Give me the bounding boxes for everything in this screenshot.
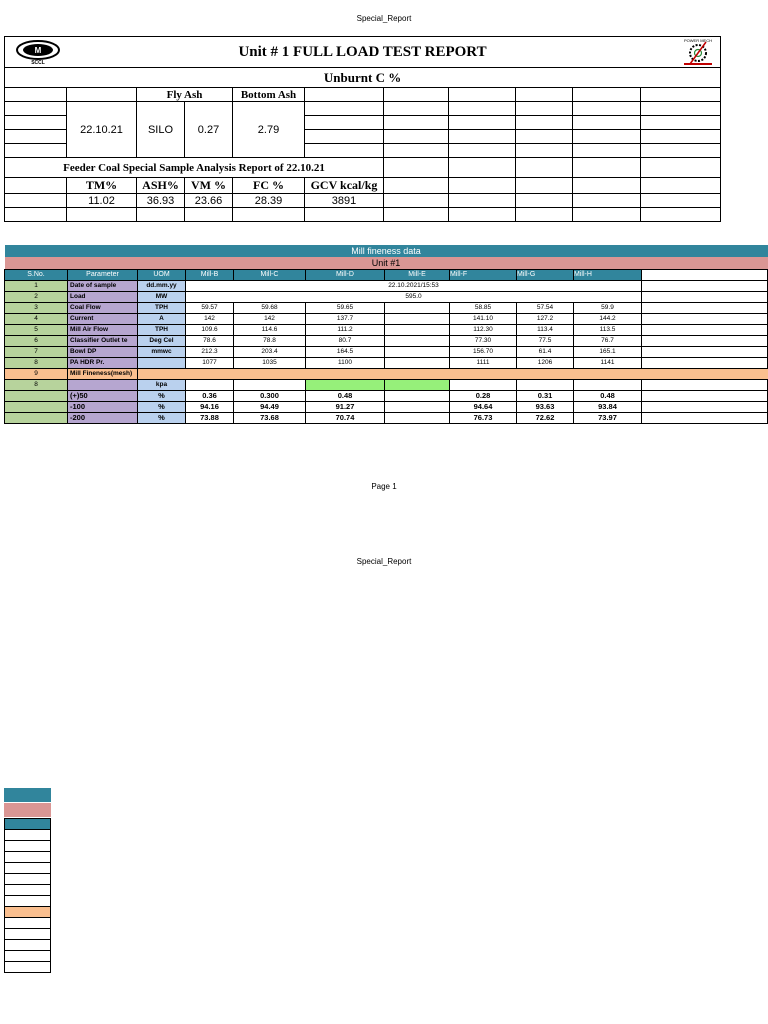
stub-row (4, 940, 51, 951)
mill-data-row (5, 336, 768, 347)
unit-of-measure: A (138, 314, 186, 325)
fineness-value: 94.49 (234, 402, 306, 413)
mill-value: 112.30 (450, 325, 517, 336)
parameter-name: (+)50 (68, 391, 138, 402)
analysis-header: TM% (67, 178, 137, 194)
mill-value: 59.65 (306, 303, 385, 314)
parameter-name: Date of sample (68, 281, 138, 292)
serial-number: 8 (5, 358, 68, 369)
mill-value (574, 380, 642, 391)
parameter-name: Mill Fineness(mesh) (68, 369, 138, 380)
serial-number (5, 413, 68, 424)
empty-cell (642, 391, 768, 402)
fineness-value (385, 413, 450, 424)
company-logo-icon (15, 39, 61, 65)
parameter-name: Current (68, 314, 138, 325)
stub-row (4, 918, 51, 929)
fineness-row (5, 391, 768, 402)
mill-column-header: UOM (138, 270, 186, 281)
mill-data-row (5, 347, 768, 358)
sample-date: 22.10.21 (67, 102, 137, 158)
serial-number: 3 (5, 303, 68, 314)
serial-number: 4 (5, 314, 68, 325)
mill-column-header: Mill-C (234, 270, 306, 281)
fineness-value: 0.300 (234, 391, 306, 402)
mill-value (517, 380, 574, 391)
stub-row (4, 830, 51, 841)
fly-ash-header: Fly Ash (137, 88, 233, 102)
mill-title: Mill fineness data (5, 245, 768, 257)
mill-column-header: Mill-B (186, 270, 234, 281)
svg-text:M: M (34, 46, 42, 55)
stub-row (4, 962, 51, 973)
mill-column-header: Mill-E (385, 270, 450, 281)
fineness-value: 70.74 (306, 413, 385, 424)
fineness-value: 0.36 (186, 391, 234, 402)
peach-fill (138, 369, 768, 380)
merged-value: 22.10.2021/15:53 (186, 281, 642, 292)
serial-number: 1 (5, 281, 68, 292)
merged-value: 595.0 (186, 292, 642, 303)
stub-row (4, 885, 51, 896)
mill-value: 61.4 (517, 347, 574, 358)
mill-column-header: Mill-G (517, 270, 574, 281)
empty-cell (642, 314, 768, 325)
mill-value (186, 380, 234, 391)
mill-value: 1035 (234, 358, 306, 369)
mill-value (385, 336, 450, 347)
fineness-value: 91.27 (306, 402, 385, 413)
serial-number: 5 (5, 325, 68, 336)
mill-value: 141.10 (450, 314, 517, 325)
power-mech-logo-icon (680, 37, 716, 67)
mill-data-row (5, 358, 768, 369)
mill-value: 80.7 (306, 336, 385, 347)
mill-value: 144.2 (574, 314, 642, 325)
fineness-row (5, 402, 768, 413)
date-row (5, 281, 768, 292)
unit-of-measure: dd.mm.yy (138, 281, 186, 292)
mill-value: 113.4 (517, 325, 574, 336)
fineness-value (385, 402, 450, 413)
unit-of-measure (138, 358, 186, 369)
mill-column-header: Mill-D (306, 270, 385, 281)
fineness-value: 73.97 (574, 413, 642, 424)
mill-value: 1077 (186, 358, 234, 369)
report-title: Unit # 1 FULL LOAD TEST REPORT (238, 43, 487, 60)
mill-value: 58.85 (450, 303, 517, 314)
fineness-value: 0.48 (306, 391, 385, 402)
svg-text:SCCL: SCCL (31, 60, 45, 65)
kpa-row (5, 380, 768, 391)
unit-of-measure: kpa (138, 380, 186, 391)
load-row (5, 292, 768, 303)
stub-row (4, 907, 51, 918)
mill-value (450, 380, 517, 391)
mill-value (385, 380, 450, 391)
mill-value: 78.6 (186, 336, 234, 347)
fly-ash-value: 0.27 (185, 102, 233, 158)
fineness-value: 94.16 (186, 402, 234, 413)
stub-row (4, 951, 51, 962)
mill-column-header: Parameter (68, 270, 138, 281)
mill-value: 1141 (574, 358, 642, 369)
empty-cell (642, 347, 768, 358)
empty-cell (642, 281, 768, 292)
mill-value: 77.5 (517, 336, 574, 347)
mill-value: 109.6 (186, 325, 234, 336)
empty-cell (642, 292, 768, 303)
parameter-name: Bowl DP (68, 347, 138, 358)
stub-row (4, 896, 51, 907)
mill-value: 57.54 (517, 303, 574, 314)
stub-row (4, 863, 51, 874)
sample-source: SILO (137, 102, 185, 158)
fineness-value: 93.63 (517, 402, 574, 413)
mill-value: 142 (234, 314, 306, 325)
mill-value: 59.57 (186, 303, 234, 314)
stub-row (4, 841, 51, 852)
mill-value (385, 325, 450, 336)
mill-value: 137.7 (306, 314, 385, 325)
fineness-value: 0.28 (450, 391, 517, 402)
empty-cell (642, 303, 768, 314)
parameter-name (68, 380, 138, 391)
parameter-name: Mill Air Flow (68, 325, 138, 336)
fineness-row (5, 413, 768, 424)
mill-value: 1111 (450, 358, 517, 369)
mill-data-row (5, 325, 768, 336)
empty-cell (642, 402, 768, 413)
stub-teal (4, 788, 51, 802)
page-header: Special_Report (356, 557, 412, 566)
report-title-cell (5, 37, 721, 68)
mill-column-header: Mill-F (450, 270, 517, 281)
fineness-value: 72.62 (517, 413, 574, 424)
mill-value: 142 (186, 314, 234, 325)
mill-value: 77.30 (450, 336, 517, 347)
fineness-value: 73.68 (234, 413, 306, 424)
stub-row (4, 874, 51, 885)
empty-cell (642, 413, 768, 424)
serial-number: 2 (5, 292, 68, 303)
mill-value (385, 303, 450, 314)
analysis-header: GCV kcal/kg (305, 178, 384, 194)
empty-cell (642, 358, 768, 369)
parameter-name: PA HDR Pr. (68, 358, 138, 369)
mill-value: 165.1 (574, 347, 642, 358)
empty-cell (642, 325, 768, 336)
mill-value: 156.70 (450, 347, 517, 358)
serial-number: 6 (5, 336, 68, 347)
mill-unit: Unit #1 (5, 257, 768, 270)
stub-header (4, 818, 51, 830)
parameter-name: -200 (68, 413, 138, 424)
page-header: Special_Report (356, 14, 412, 23)
mill-value (234, 380, 306, 391)
mill-value (385, 347, 450, 358)
mill-value: 111.2 (306, 325, 385, 336)
serial-number (5, 391, 68, 402)
unburnt-heading: Unburnt C % (5, 68, 721, 88)
stub-pink (4, 803, 51, 817)
mill-value: 114.6 (234, 325, 306, 336)
unit-of-measure: Deg Cel (138, 336, 186, 347)
parameter-name: Coal Flow (68, 303, 138, 314)
stub-row (4, 852, 51, 863)
unit-of-measure: % (138, 391, 186, 402)
fineness-value: 0.48 (574, 391, 642, 402)
fineness-value (385, 391, 450, 402)
mill-value: 76.7 (574, 336, 642, 347)
svg-text:POWER MECH: POWER MECH (684, 38, 713, 43)
serial-number: 8 (5, 380, 68, 391)
fineness-value: 0.31 (517, 391, 574, 402)
empty-cell (642, 380, 768, 391)
empty-cell (642, 270, 768, 281)
bottom-ash-value: 2.79 (233, 102, 305, 158)
unit-of-measure: % (138, 413, 186, 424)
analysis-value: 36.93 (137, 194, 185, 208)
mill-value: 203.4 (234, 347, 306, 358)
parameter-name: Classifier Outlet te (68, 336, 138, 347)
mill-column-header: Mill-H (574, 270, 642, 281)
analysis-value: 28.39 (233, 194, 305, 208)
mill-value: 164.5 (306, 347, 385, 358)
mill-column-header: S.No. (5, 270, 68, 281)
analysis-header: ASH% (137, 178, 185, 194)
mill-value: 59.9 (574, 303, 642, 314)
mill-value (385, 358, 450, 369)
fineness-value: 73.88 (186, 413, 234, 424)
analysis-value: 3891 (305, 194, 384, 208)
mill-value (385, 314, 450, 325)
empty-cell (642, 336, 768, 347)
mill-value: 127.2 (517, 314, 574, 325)
mill-value (306, 380, 385, 391)
fineness-value: 94.64 (450, 402, 517, 413)
fineness-value: 76.73 (450, 413, 517, 424)
analysis-header: FC % (233, 178, 305, 194)
page-footer: Page 1 (371, 482, 397, 491)
load-test-report-table (4, 36, 721, 222)
mill-value: 1100 (306, 358, 385, 369)
mill-data-row (5, 314, 768, 325)
analysis-header: VM % (185, 178, 233, 194)
fineness-heading-row (5, 369, 768, 380)
parameter-name: Load (68, 292, 138, 303)
unit-of-measure: TPH (138, 303, 186, 314)
mill-data-row (5, 303, 768, 314)
mill-fineness-table (4, 245, 768, 424)
serial-number: 7 (5, 347, 68, 358)
fineness-value: 93.84 (574, 402, 642, 413)
unit-of-measure: MW (138, 292, 186, 303)
mill-value: 1206 (517, 358, 574, 369)
unit-of-measure: TPH (138, 325, 186, 336)
unit-of-measure: mmwc (138, 347, 186, 358)
bottom-ash-header: Bottom Ash (233, 88, 305, 102)
mill-value: 212.3 (186, 347, 234, 358)
parameter-name: -100 (68, 402, 138, 413)
mill-value: 59.68 (234, 303, 306, 314)
analysis-value: 11.02 (67, 194, 137, 208)
mill-value: 78.8 (234, 336, 306, 347)
serial-number: 9 (5, 369, 68, 380)
mill-value: 113.5 (574, 325, 642, 336)
unit-of-measure: % (138, 402, 186, 413)
stub-row (4, 929, 51, 940)
serial-number (5, 402, 68, 413)
feeder-coal-heading: Feeder Coal Special Sample Analysis Report of 22.10.21 (5, 158, 384, 178)
analysis-value: 23.66 (185, 194, 233, 208)
